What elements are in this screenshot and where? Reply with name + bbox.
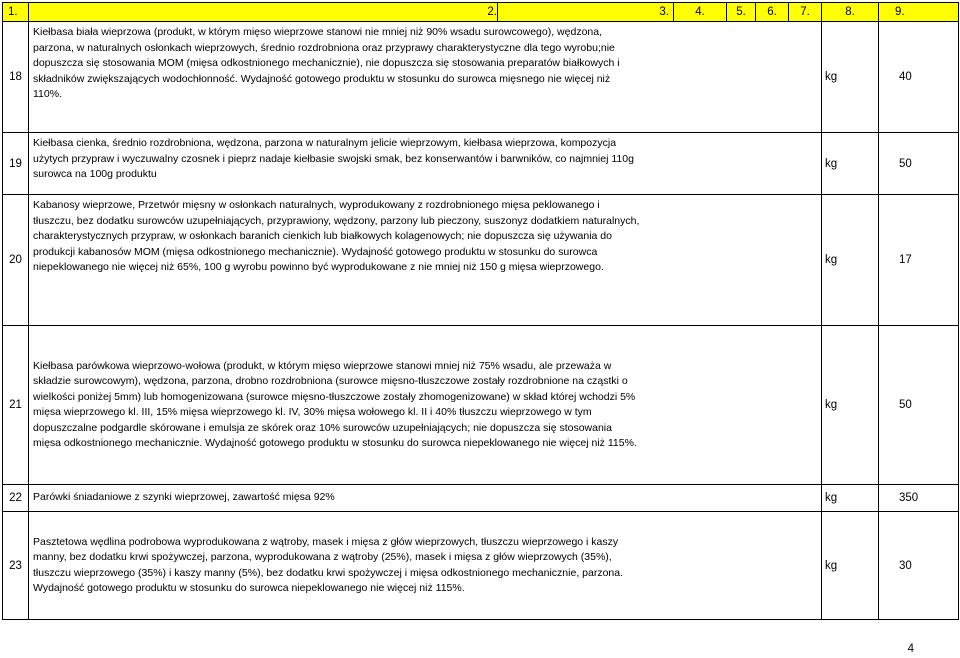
row-description: Kabanosy wieprzowe, Przetwór mięsny w osłonkach naturalnych, wyprodukowany z rozdrobnionego mięsa peklowanego i tłuszczu, bez dodatku surowców uzupełniających, przyprawiony, wędzony, parzony lub pieczony, suszonyz dodatkiem naturalnych, charakterystycznych przypraw, w osłonkach baranich cienkich lub białkowych kolagenowych; nie dopuszcza się używania do produkcji kabanosów MOM (mięsa odkostnionego mechanicznie). Wydajność gotowego produktu w stosunku do surowca niepeklowanego nie więcej niż 65%, 100 g wyrobu powinno być wyprodukowane z nie mniej niż 150 g mięsa wieprzowego.: [29, 195, 822, 326]
header-cell: 5.: [727, 3, 756, 22]
page-number: 4: [907, 643, 914, 655]
row-description: Kiełbasa cienka, średnio rozdrobniona, wędzona, parzona w naturalnym jelicie wieprzowym, kiełbasa wieprzowa, kompozycja użytych przypraw i wyczuwalny czosnek i pieprz nadaje kiełbasie swojski smak, bez konserwantów i barwników, co najmniej 110g surowca na 100g produktu: [29, 133, 822, 195]
table-row: [3, 512, 959, 620]
row-description: Parówki śniadaniowe z szynki wieprzowej, zawartość mięsa 92%: [29, 485, 822, 512]
row-quantity: 350: [879, 485, 959, 512]
header-cell: 3.: [498, 3, 674, 22]
table-row: [3, 485, 959, 512]
order-table: [2, 2, 959, 620]
row-number: 18: [3, 22, 29, 133]
row-quantity: 30: [879, 512, 959, 620]
row-unit: kg: [822, 22, 879, 133]
table-row: [3, 22, 959, 133]
header-cell: 8.: [822, 3, 879, 22]
table-row: [3, 133, 959, 195]
row-number: 20: [3, 195, 29, 326]
header-cell: 7.: [789, 3, 822, 22]
row-quantity: 17: [879, 195, 959, 326]
header-cell: 4.: [674, 3, 727, 22]
row-description: Kiełbasa biała wieprzowa (produkt, w którym mięso wieprzowe stanowi nie mniej niż 90% wsadu surowcowego), wędzona, parzona, w naturalnych osłonkach wieprzowych, średnio rozdrobniona oraz przyprawy charakterystyczne dla tego wyrobu;nie dopuszcza się stosowania MOM (mięsa odkostnionego mechanicznie), nie dopuszcza się stosowania preparatów białkowych i składników zwiększających wodochłonność. Wydajność gotowego produktu w stosunku do surowca mięsnego nie więcej niż 110%.: [29, 22, 822, 133]
header-cell: 9.: [879, 3, 959, 22]
row-number: 21: [3, 326, 29, 485]
header-row: [3, 3, 959, 22]
row-quantity: 40: [879, 22, 959, 133]
row-description: Pasztetowa wędlina podrobowa wyprodukowana z wątroby, masek i mięsa z głów wieprzowych, tłuszczu wieprzowego i kaszy manny, bez dodatku krwi spożywczej, parzona, wyprodukowana z wątroby (25%), masek i mięsa z głów wieprzowych (35%), tłuszczu wieprzowego (35%) i kaszy manny (5%), bez dodatku krwi spożywczej i mięsa odkostnionego mechanicznie, parzona. Wydajność gotowego produktu w stosunku do surowca niepeklowanego nie więcej niż 115%.: [29, 512, 822, 620]
row-unit: kg: [822, 326, 879, 485]
header-cell: 2.: [29, 3, 498, 22]
row-unit: kg: [822, 512, 879, 620]
header-cell: 1.: [3, 3, 29, 22]
row-number: 23: [3, 512, 29, 620]
row-unit: kg: [822, 133, 879, 195]
header-cell: 6.: [756, 3, 789, 22]
row-unit: kg: [822, 195, 879, 326]
table-row: [3, 326, 959, 485]
row-quantity: 50: [879, 326, 959, 485]
row-number: 22: [3, 485, 29, 512]
table-row: [3, 195, 959, 326]
row-number: 19: [3, 133, 29, 195]
row-description: Kiełbasa parówkowa wieprzowo-wołowa (produkt, w którym mięso wieprzowe stanowi mniej niż 75% wsadu, ale przeważa w składzie surowcowym), wędzona, parzona, drobno rozdrobniona (surowce mięsno-tłuszczowe zostały rozdrobnione na cząstki o wielkości poniżej 5mm) lub homogenizowana (surowce mięsno-tłuszczowe zostały zhomogenizowane) w skład której wchodzi 5% mięsa wieprzowego kl. III, 15% mięsa wieprzowego kl. IV, 30% mięsa wołowego kl. II i 40% tłuszczu wieprzowego w tym dopuszczalne podgardle skórowane i emulsja ze skórek oraz 10% surowców uzupełniających; nie dopuszcza się stosowania mięsa odkostnionego mechanicznie. Wydajność gotowego produktu w stosunku do surowca niepeklowanego nie więcej niż 115%.: [29, 326, 822, 485]
row-quantity: 50: [879, 133, 959, 195]
row-unit: kg: [822, 485, 879, 512]
